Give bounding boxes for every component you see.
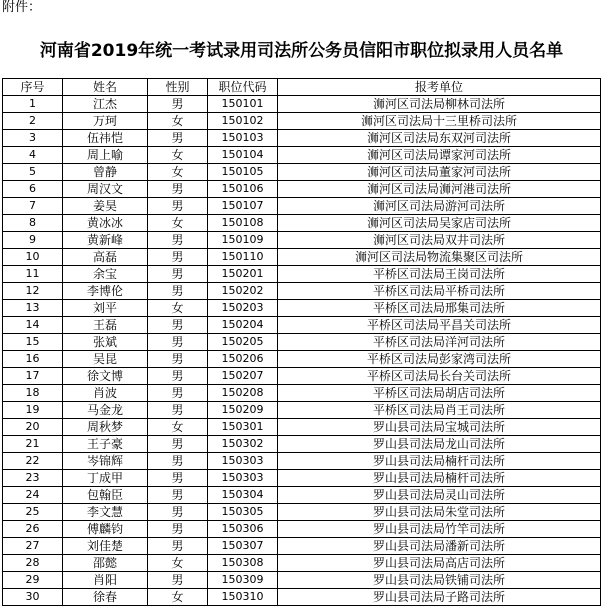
table-row bbox=[3, 215, 601, 232]
table-row bbox=[3, 317, 601, 334]
cell-gender: 男 bbox=[148, 436, 208, 453]
cell-name: 刘平 bbox=[63, 300, 148, 317]
cell-index: 26 bbox=[3, 521, 63, 538]
cell-name: 高磊 bbox=[63, 249, 148, 266]
cell-gender: 男 bbox=[148, 504, 208, 521]
table-row bbox=[3, 300, 601, 317]
cell-unit: 罗山县司法局高店司法所 bbox=[278, 555, 601, 572]
cell-gender: 女 bbox=[148, 589, 208, 606]
cell-position-code: 150108 bbox=[208, 215, 278, 232]
attachment-label: 附件： bbox=[2, 0, 42, 15]
cell-unit: 平桥区司法局洋河司法所 bbox=[278, 334, 601, 351]
cell-position-code: 150107 bbox=[208, 198, 278, 215]
cell-index: 11 bbox=[3, 266, 63, 283]
cell-position-code: 150102 bbox=[208, 113, 278, 130]
cell-unit: 浉河区司法局吴家店司法所 bbox=[278, 215, 601, 232]
cell-unit: 罗山县司法局竹竿司法所 bbox=[278, 521, 601, 538]
cell-name: 江杰 bbox=[63, 96, 148, 113]
cell-position-code: 150204 bbox=[208, 317, 278, 334]
table-row bbox=[3, 164, 601, 181]
cell-gender: 男 bbox=[148, 402, 208, 419]
cell-name: 黄冰冰 bbox=[63, 215, 148, 232]
cell-name: 周秋梦 bbox=[63, 419, 148, 436]
table-row bbox=[3, 96, 601, 113]
cell-gender: 男 bbox=[148, 538, 208, 555]
cell-position-code: 150304 bbox=[208, 487, 278, 504]
cell-unit: 浉河区司法局游河司法所 bbox=[278, 198, 601, 215]
cell-unit: 浉河区司法局东双河司法所 bbox=[278, 130, 601, 147]
header-index: 序号 bbox=[3, 79, 63, 96]
cell-index: 13 bbox=[3, 300, 63, 317]
cell-gender: 女 bbox=[148, 215, 208, 232]
cell-gender: 男 bbox=[148, 521, 208, 538]
cell-index: 24 bbox=[3, 487, 63, 504]
cell-position-code: 150301 bbox=[208, 419, 278, 436]
candidate-table bbox=[2, 78, 601, 606]
cell-unit: 平桥区司法局胡店司法所 bbox=[278, 385, 601, 402]
cell-gender: 女 bbox=[148, 419, 208, 436]
cell-gender: 男 bbox=[148, 572, 208, 589]
cell-position-code: 150103 bbox=[208, 130, 278, 147]
cell-gender: 男 bbox=[148, 249, 208, 266]
cell-unit: 浉河区司法局物流集聚区司法所 bbox=[278, 249, 601, 266]
cell-name: 邵懿 bbox=[63, 555, 148, 572]
cell-index: 7 bbox=[3, 198, 63, 215]
cell-name: 岑锦辉 bbox=[63, 453, 148, 470]
cell-gender: 男 bbox=[148, 283, 208, 300]
cell-gender: 男 bbox=[148, 487, 208, 504]
cell-index: 29 bbox=[3, 572, 63, 589]
cell-position-code: 150104 bbox=[208, 147, 278, 164]
cell-unit: 平桥区司法局平桥司法所 bbox=[278, 283, 601, 300]
cell-gender: 男 bbox=[148, 368, 208, 385]
cell-position-code: 150203 bbox=[208, 300, 278, 317]
cell-gender: 男 bbox=[148, 198, 208, 215]
table-row bbox=[3, 419, 601, 436]
table-row bbox=[3, 130, 601, 147]
cell-position-code: 150110 bbox=[208, 249, 278, 266]
cell-position-code: 150209 bbox=[208, 402, 278, 419]
cell-position-code: 150206 bbox=[208, 351, 278, 368]
cell-position-code: 150201 bbox=[208, 266, 278, 283]
cell-unit: 平桥区司法局肖王司法所 bbox=[278, 402, 601, 419]
header-name: 姓名 bbox=[63, 79, 148, 96]
cell-gender: 男 bbox=[148, 470, 208, 487]
cell-name: 姜昊 bbox=[63, 198, 148, 215]
table-row bbox=[3, 589, 601, 606]
cell-name: 傅麟钧 bbox=[63, 521, 148, 538]
cell-name: 马金龙 bbox=[63, 402, 148, 419]
header-position-code: 职位代码 bbox=[208, 79, 278, 96]
header-gender: 性别 bbox=[148, 79, 208, 96]
table-row bbox=[3, 198, 601, 215]
cell-index: 12 bbox=[3, 283, 63, 300]
cell-name: 徐春 bbox=[63, 589, 148, 606]
cell-name: 包翰臣 bbox=[63, 487, 148, 504]
table-row bbox=[3, 351, 601, 368]
table-row bbox=[3, 283, 601, 300]
cell-name: 吴昆 bbox=[63, 351, 148, 368]
cell-index: 10 bbox=[3, 249, 63, 266]
cell-index: 3 bbox=[3, 130, 63, 147]
cell-index: 15 bbox=[3, 334, 63, 351]
cell-unit: 浉河区司法局双井司法所 bbox=[278, 232, 601, 249]
cell-unit: 平桥区司法局长台关司法所 bbox=[278, 368, 601, 385]
table-row bbox=[3, 555, 601, 572]
cell-name: 肖阳 bbox=[63, 572, 148, 589]
cell-gender: 男 bbox=[148, 351, 208, 368]
cell-position-code: 150106 bbox=[208, 181, 278, 198]
cell-unit: 罗山县司法局楠杆司法所 bbox=[278, 453, 601, 470]
cell-gender: 男 bbox=[148, 232, 208, 249]
cell-unit: 平桥区司法局平昌关司法所 bbox=[278, 317, 601, 334]
cell-gender: 男 bbox=[148, 453, 208, 470]
cell-gender: 男 bbox=[148, 385, 208, 402]
cell-name: 万珂 bbox=[63, 113, 148, 130]
cell-name: 李博伦 bbox=[63, 283, 148, 300]
cell-position-code: 150305 bbox=[208, 504, 278, 521]
cell-position-code: 150207 bbox=[208, 368, 278, 385]
cell-position-code: 150303 bbox=[208, 470, 278, 487]
cell-unit: 罗山县司法局朱堂司法所 bbox=[278, 504, 601, 521]
table-row bbox=[3, 249, 601, 266]
cell-name: 王子豪 bbox=[63, 436, 148, 453]
cell-gender: 男 bbox=[148, 334, 208, 351]
cell-unit: 罗山县司法局楠杆司法所 bbox=[278, 470, 601, 487]
header-unit: 报考单位 bbox=[278, 79, 601, 96]
cell-index: 20 bbox=[3, 419, 63, 436]
cell-index: 23 bbox=[3, 470, 63, 487]
cell-index: 4 bbox=[3, 147, 63, 164]
cell-position-code: 150308 bbox=[208, 555, 278, 572]
cell-name: 周汉文 bbox=[63, 181, 148, 198]
cell-position-code: 150307 bbox=[208, 538, 278, 555]
cell-gender: 女 bbox=[148, 164, 208, 181]
cell-index: 14 bbox=[3, 317, 63, 334]
cell-unit: 罗山县司法局潘新司法所 bbox=[278, 538, 601, 555]
cell-position-code: 150303 bbox=[208, 453, 278, 470]
cell-index: 5 bbox=[3, 164, 63, 181]
document-title: 河南省2019年统一考试录用司法所公务员信阳市职位拟录用人员名单 bbox=[39, 41, 564, 61]
cell-name: 周上喻 bbox=[63, 147, 148, 164]
cell-unit: 浉河区司法局谭家河司法所 bbox=[278, 147, 601, 164]
cell-position-code: 150205 bbox=[208, 334, 278, 351]
table-row bbox=[3, 521, 601, 538]
cell-gender: 女 bbox=[148, 113, 208, 130]
cell-index: 9 bbox=[3, 232, 63, 249]
cell-position-code: 150101 bbox=[208, 96, 278, 113]
cell-position-code: 150306 bbox=[208, 521, 278, 538]
cell-unit: 浉河区司法局浉河港司法所 bbox=[278, 181, 601, 198]
cell-unit: 平桥区司法局彭家湾司法所 bbox=[278, 351, 601, 368]
table-row bbox=[3, 453, 601, 470]
cell-unit: 平桥区司法局邢集司法所 bbox=[278, 300, 601, 317]
cell-name: 刘佳楚 bbox=[63, 538, 148, 555]
table-row bbox=[3, 113, 601, 130]
cell-gender: 男 bbox=[148, 317, 208, 334]
table-row bbox=[3, 487, 601, 504]
cell-index: 6 bbox=[3, 181, 63, 198]
cell-index: 1 bbox=[3, 96, 63, 113]
cell-position-code: 150310 bbox=[208, 589, 278, 606]
cell-index: 2 bbox=[3, 113, 63, 130]
cell-unit: 罗山县司法局宝城司法所 bbox=[278, 419, 601, 436]
cell-name: 伍祎恺 bbox=[63, 130, 148, 147]
cell-index: 27 bbox=[3, 538, 63, 555]
cell-gender: 男 bbox=[148, 181, 208, 198]
cell-position-code: 150309 bbox=[208, 572, 278, 589]
cell-position-code: 150105 bbox=[208, 164, 278, 181]
cell-name: 张斌 bbox=[63, 334, 148, 351]
cell-index: 18 bbox=[3, 385, 63, 402]
cell-unit: 罗山县司法局子路司法所 bbox=[278, 589, 601, 606]
table-row bbox=[3, 334, 601, 351]
cell-unit: 罗山县司法局龙山司法所 bbox=[278, 436, 601, 453]
cell-unit: 罗山县司法局灵山司法所 bbox=[278, 487, 601, 504]
cell-index: 8 bbox=[3, 215, 63, 232]
cell-name: 曾静 bbox=[63, 164, 148, 181]
cell-position-code: 150202 bbox=[208, 283, 278, 300]
table-row bbox=[3, 368, 601, 385]
table-row bbox=[3, 147, 601, 164]
table-row bbox=[3, 266, 601, 283]
cell-gender: 女 bbox=[148, 147, 208, 164]
cell-position-code: 150302 bbox=[208, 436, 278, 453]
cell-name: 徐文博 bbox=[63, 368, 148, 385]
cell-index: 17 bbox=[3, 368, 63, 385]
table-row bbox=[3, 436, 601, 453]
cell-index: 19 bbox=[3, 402, 63, 419]
cell-unit: 浉河区司法局十三里桥司法所 bbox=[278, 113, 601, 130]
cell-index: 22 bbox=[3, 453, 63, 470]
cell-gender: 女 bbox=[148, 300, 208, 317]
cell-index: 28 bbox=[3, 555, 63, 572]
cell-name: 余宝 bbox=[63, 266, 148, 283]
cell-gender: 男 bbox=[148, 96, 208, 113]
cell-unit: 浉河区司法局董家河司法所 bbox=[278, 164, 601, 181]
table-row bbox=[3, 572, 601, 589]
cell-index: 21 bbox=[3, 436, 63, 453]
table-header-row bbox=[3, 79, 601, 96]
cell-unit: 罗山县司法局铁铺司法所 bbox=[278, 572, 601, 589]
cell-index: 30 bbox=[3, 589, 63, 606]
cell-position-code: 150109 bbox=[208, 232, 278, 249]
table-row bbox=[3, 402, 601, 419]
cell-unit: 浉河区司法局柳林司法所 bbox=[278, 96, 601, 113]
cell-name: 丁成甲 bbox=[63, 470, 148, 487]
cell-unit: 平桥区司法局王岗司法所 bbox=[278, 266, 601, 283]
table-row bbox=[3, 181, 601, 198]
cell-name: 肖波 bbox=[63, 385, 148, 402]
cell-name: 王磊 bbox=[63, 317, 148, 334]
cell-gender: 女 bbox=[148, 555, 208, 572]
table-row bbox=[3, 232, 601, 249]
cell-index: 25 bbox=[3, 504, 63, 521]
table-row bbox=[3, 470, 601, 487]
cell-name: 黄新峰 bbox=[63, 232, 148, 249]
cell-gender: 男 bbox=[148, 266, 208, 283]
table-row bbox=[3, 385, 601, 402]
cell-index: 16 bbox=[3, 351, 63, 368]
cell-gender: 男 bbox=[148, 130, 208, 147]
cell-name: 李文慧 bbox=[63, 504, 148, 521]
table-row bbox=[3, 504, 601, 521]
cell-position-code: 150208 bbox=[208, 385, 278, 402]
table-row bbox=[3, 538, 601, 555]
